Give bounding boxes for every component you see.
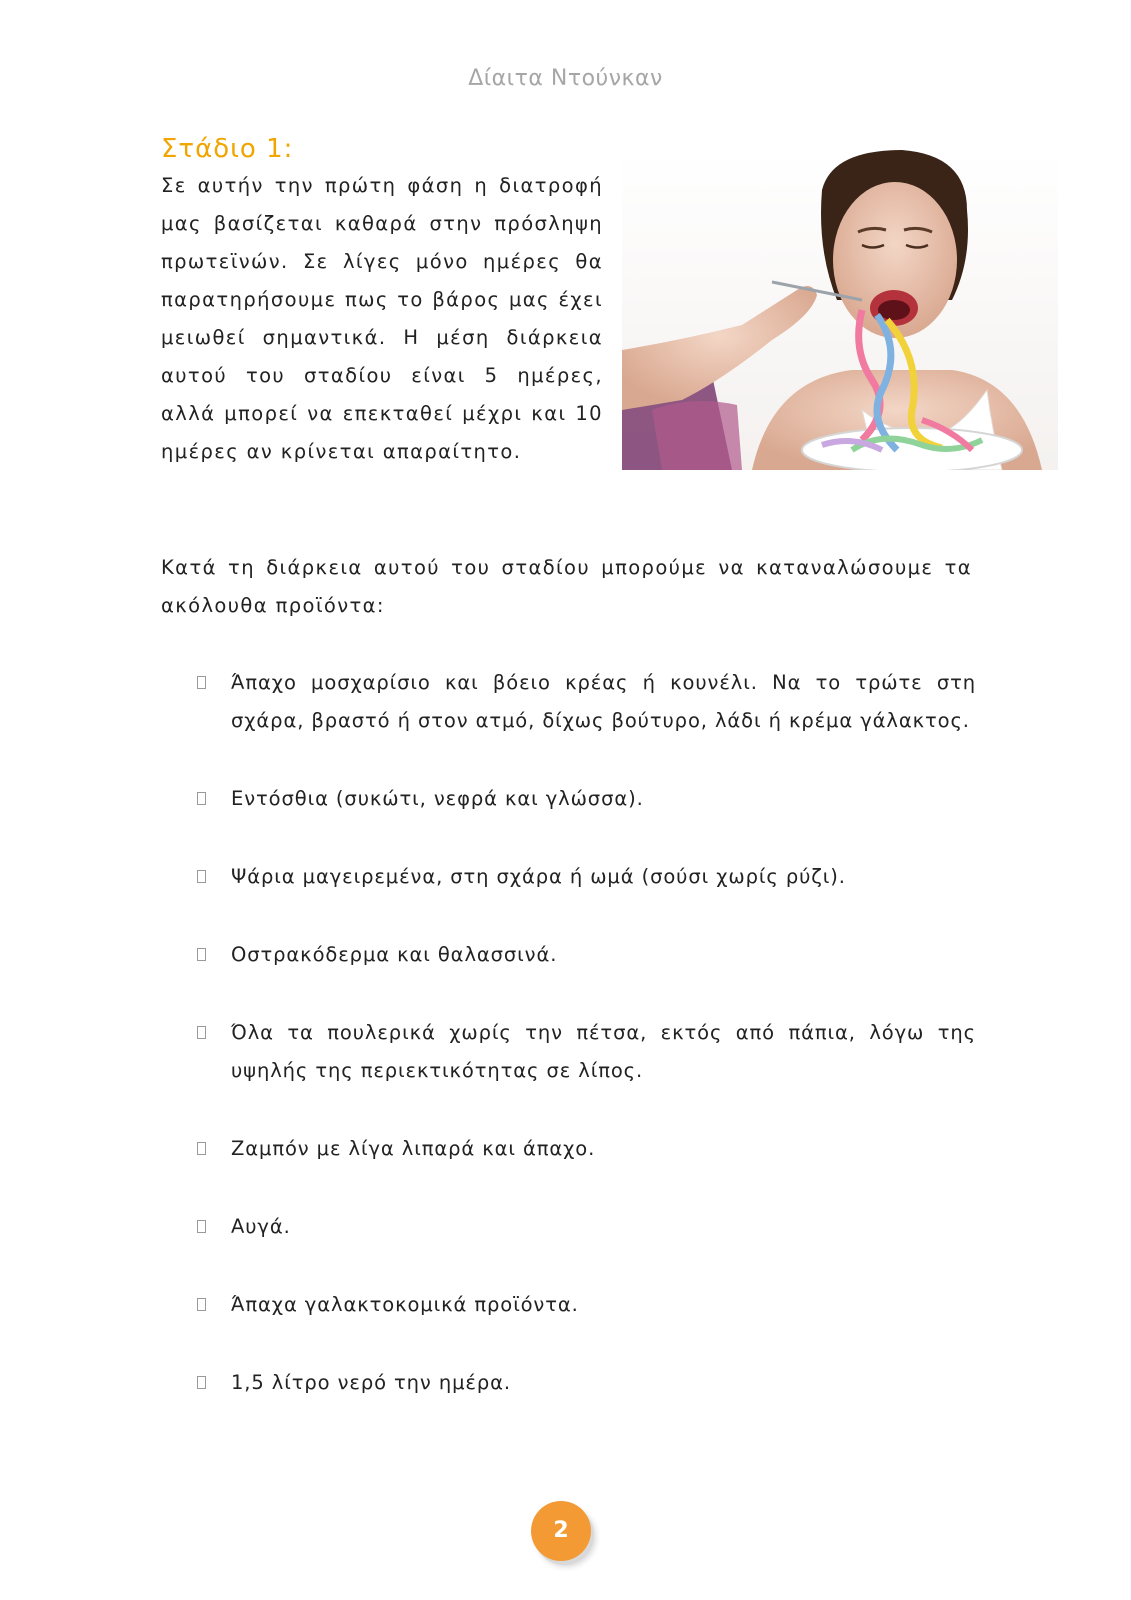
list-item	[161, 936, 976, 974]
list-item-text: Εντόσθια (συκώτι, νεφρά και γλώσσα).	[231, 787, 644, 810]
intro-paragraph: Σε αυτήν την πρώτη φάση η διατροφή μας βασίζεται καθαρά στην πρόσληψη πρωτεϊνών. Σε λίγες μόνο ημέρες θα παρατηρήσουμε πως το βάρος μας έχει μειωθεί σημαντικά. Η μέση διάρκεια αυτού του σταδίου είναι 5 ημέρες, αλλά μπορεί να επεκταθεί μέχρι και 10 ημέρες αν κρίνεται απαραίτητο.	[161, 174, 603, 463]
list-item-text: Οστρακόδερμα και θαλασσινά.	[231, 943, 558, 966]
running-header: Δίαιτα Ντούνκαν	[468, 66, 663, 91]
list-item	[161, 664, 976, 740]
list-item-text: Όλα τα πουλερικά χωρίς την πέτσα, εκτός από πάπια, λόγω της υψηλής της περιεκτικότητας σε λίπος.	[231, 1021, 976, 1082]
list-item	[161, 1130, 976, 1168]
list-item-text: 1,5 λίτρο νερό την ημέρα.	[231, 1371, 511, 1394]
list-item-text: Άπαχο μοσχαρίσιο και βόειο κρέας ή κουνέλι. Να το τρώτε στη σχάρα, βραστό ή στον ατμό, δίχως βούτυρο, λάδι ή κρέμα γάλακτος.	[231, 671, 976, 732]
bullet-box-icon	[197, 792, 206, 805]
page-number-badge: 2	[531, 1501, 591, 1561]
bullet-box-icon	[197, 1298, 206, 1311]
list-item-text: Αυγά.	[231, 1215, 291, 1238]
list-item-text: Άπαχα γαλακτοκομικά προϊόντα.	[231, 1293, 579, 1316]
list-item	[161, 1208, 976, 1246]
list-item	[161, 1286, 976, 1324]
bullet-box-icon	[197, 948, 206, 961]
bullet-box-icon	[197, 1376, 206, 1389]
list-item	[161, 1014, 976, 1090]
lead-paragraph: Κατά τη διάρκεια αυτού του σταδίου μπορούμε να καταναλώσουμε τα ακόλουθα προϊόντα:	[161, 556, 972, 617]
bullet-box-icon	[197, 676, 206, 689]
food-list	[161, 664, 976, 1442]
bullet-box-icon	[197, 870, 206, 883]
list-item-text: Ζαμπόν με λίγα λιπαρά και άπαχο.	[231, 1137, 596, 1160]
list-item	[161, 1364, 976, 1402]
woman-eating-tape-measure-photo	[622, 150, 1058, 470]
list-item	[161, 780, 976, 818]
bullet-box-icon	[197, 1220, 206, 1233]
list-item	[161, 858, 976, 896]
bullet-box-icon	[197, 1142, 206, 1155]
section-title: Στάδιο 1:	[161, 134, 294, 164]
bullet-box-icon	[197, 1026, 206, 1039]
list-item-text: Ψάρια μαγειρεμένα, στη σχάρα ή ωμά (σούσι χωρίς ρύζι).	[231, 865, 846, 888]
